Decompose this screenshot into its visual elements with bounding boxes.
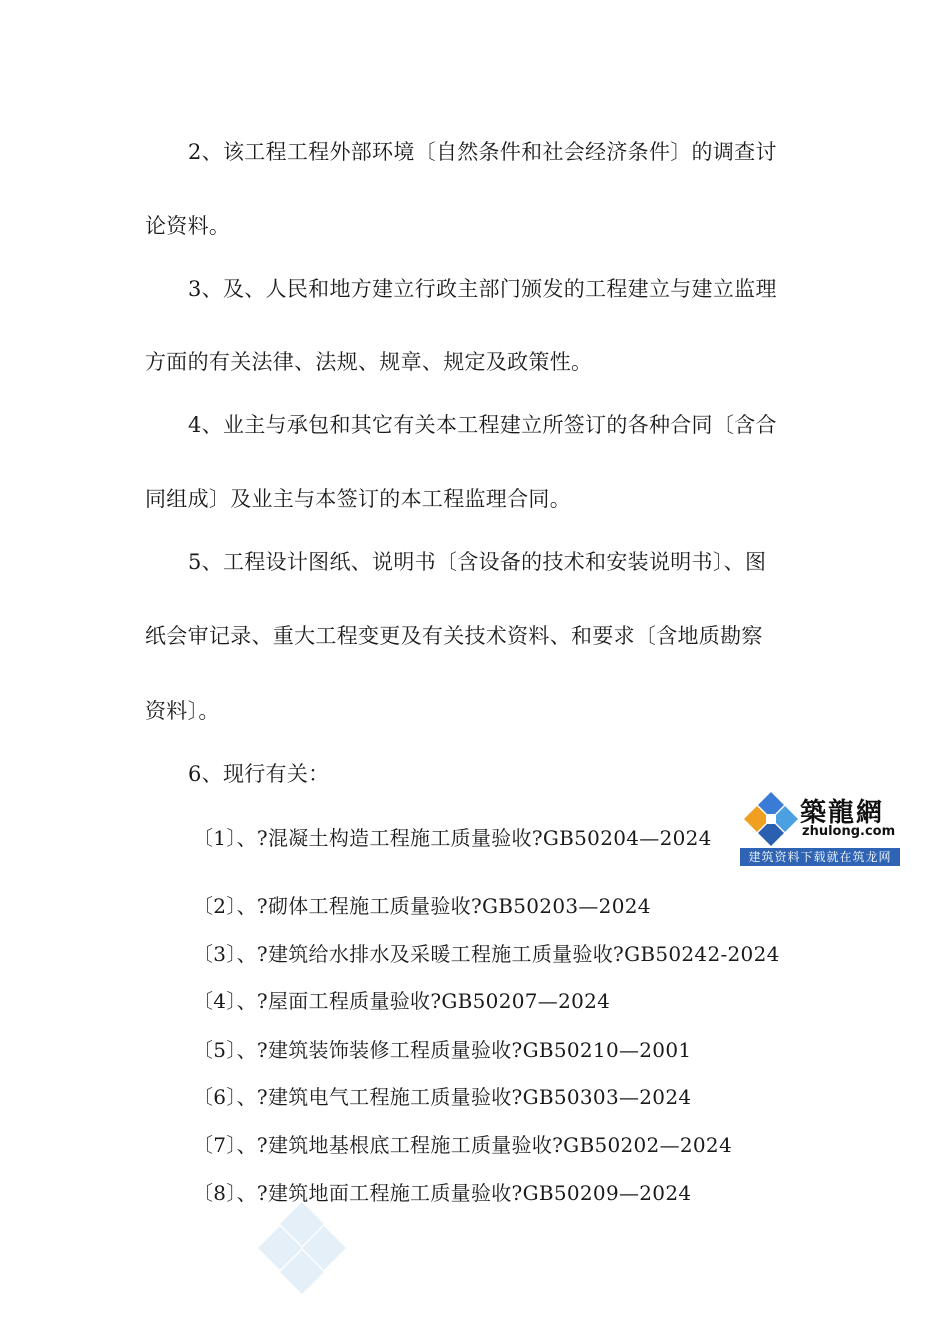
- standard-item-7: 〔7〕、?建筑地基根底工程施工质量验收?GB50202—2024: [193, 1133, 732, 1157]
- paragraph-3-line-2: 方面的有关法律、法规、规章、规定及政策性。: [145, 350, 593, 374]
- paragraph-2-line-1: 2、该工程工程外部环境〔自然条件和社会经济条件〕的调查讨: [188, 140, 777, 164]
- paragraph-5-line-2: 纸会审记录、重大工程变更及有关技术资料、和要求〔含地质勘察: [145, 624, 763, 648]
- paragraph-3-line-1: 3、及、人民和地方建立行政主部门颁发的工程建立与建立监理: [188, 277, 777, 301]
- paragraph-4-line-2: 同组成〕及业主与本签订的本工程监理合同。: [145, 487, 571, 511]
- standard-item-6: 〔6〕、?建筑电气工程施工质量验收?GB50303—2024: [193, 1085, 692, 1109]
- standard-item-8: 〔8〕、?建筑地面工程施工质量验收?GB50209—2024: [193, 1181, 692, 1205]
- paragraph-4-line-1: 4、业主与承包和其它有关本工程建立所签订的各种合同〔含合: [188, 413, 777, 437]
- standard-item-5: 〔5〕、?建筑装饰装修工程质量验收?GB50210—2001: [193, 1038, 692, 1062]
- logo-name: 築龍網: [800, 798, 885, 828]
- logo-domain: zhulong.com: [802, 824, 896, 839]
- watermark-icon: [244, 1200, 360, 1296]
- logo-mark-icon: [742, 790, 800, 848]
- paragraph-2-line-2: 论资料。: [145, 214, 231, 238]
- zhulong-logo: [740, 788, 900, 868]
- standard-item-3: 〔3〕、?建筑给水排水及采暖工程施工质量验收?GB50242-2024: [193, 942, 780, 966]
- paragraph-5-line-3: 资料〕。: [145, 699, 220, 723]
- standard-item-1: 〔1〕、?混凝土构造工程施工质量验收?GB50204—2024: [193, 826, 712, 850]
- logo-tagline: 建筑资料下载就在筑龙网: [740, 848, 900, 866]
- paragraph-6-line-1: 6、现行有关：: [188, 762, 330, 786]
- paragraph-5-line-1: 5、工程设计图纸、说明书〔含设备的技术和安装说明书〕、图: [188, 550, 767, 574]
- standard-item-4: 〔4〕、?屋面工程质量验收?GB50207—2024: [193, 989, 611, 1013]
- standard-item-2: 〔2〕、?砌体工程施工质量验收?GB50203—2024: [193, 894, 651, 918]
